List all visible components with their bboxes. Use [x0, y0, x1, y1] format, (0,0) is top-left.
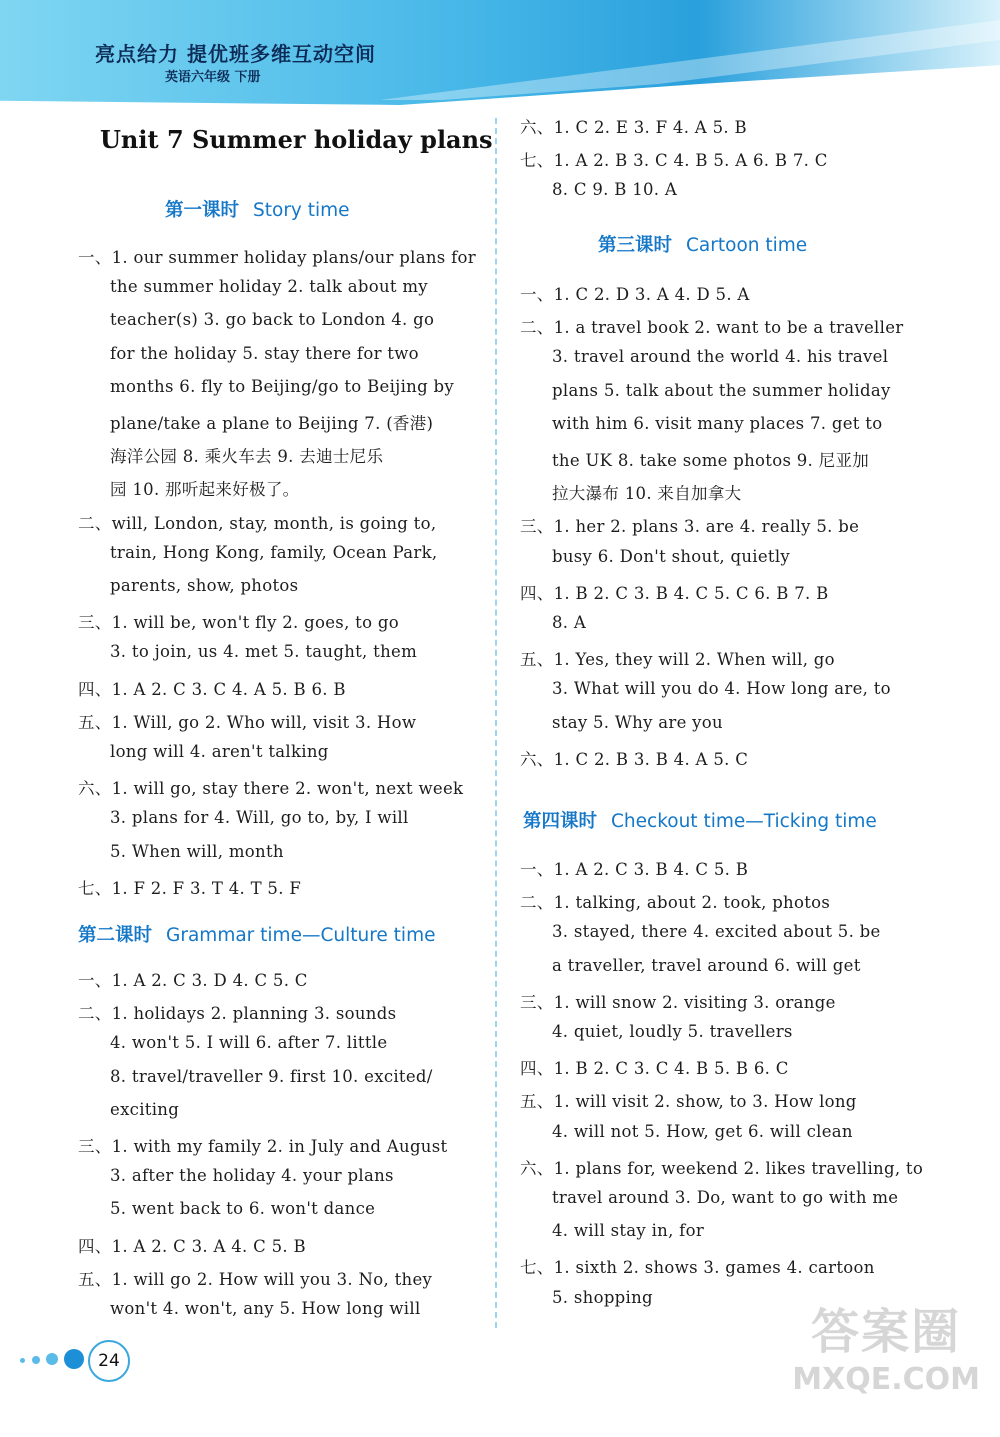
answer-line: 四、1. A 2. C 3. C 4. A 5. B 6. B: [78, 679, 346, 699]
answer-line: 七、1. A 2. B 3. C 4. B 5. A 6. B 7. C: [520, 151, 828, 171]
dot-decoration: [64, 1349, 84, 1369]
answer-line: the summer holiday 2. talk about my: [110, 277, 428, 297]
dot-decoration: [32, 1356, 40, 1364]
lesson-2-heading: [78, 921, 435, 947]
answer-line: 一、1. A 2. C 3. B 4. C 5. B: [520, 860, 749, 879]
lesson-4-heading: [523, 807, 877, 833]
answer-line: 六、1. C 2. E 3. F 4. A 5. B: [520, 118, 747, 137]
lesson-2-en: Grammar time—Culture time: [166, 925, 436, 946]
answer-line: 二、will, London, stay, month, is going to,: [78, 513, 437, 533]
answer-line: 六、1. C 2. B 3. B 4. A 5. C: [520, 749, 749, 769]
answer-line: parents, show, photos: [110, 576, 299, 595]
answer-line: 4. won't 5. I will 6. after 7. little: [110, 1033, 388, 1053]
book-series-title: 亮点给力 提优班多维互动空间: [95, 42, 376, 66]
column-divider: [495, 118, 497, 1328]
answer-line: 一、1. C 2. D 3. A 4. D 5. A: [520, 285, 750, 304]
book-grade-subtitle: 英语六年级 下册: [165, 70, 261, 85]
answer-line: 3. after the holiday 4. your plans: [110, 1166, 394, 1186]
answer-line: 一、1. A 2. C 3. D 4. C 5. C: [78, 971, 308, 990]
answer-line: 4. quiet, loudly 5. travellers: [552, 1022, 793, 1041]
answer-line: 拉大瀑布 10. 来自加拿大: [552, 484, 742, 504]
answer-line: months 6. fly to Beijing/go to Beijing by: [110, 376, 454, 396]
answer-line: 六、1. will go, stay there 2. won't, next week: [78, 779, 464, 799]
dot-decoration: [46, 1353, 58, 1365]
watermark-url: MXQE.COM: [792, 1362, 980, 1397]
answer-line: 四、1. A 2. C 3. A 4. C 5. B: [78, 1236, 306, 1256]
unit-title: Unit 7 Summer holiday plans: [100, 125, 493, 154]
watermark: [792, 1293, 980, 1397]
answer-line: 二、1. a travel book 2. want to be a traveller: [520, 318, 904, 338]
answer-line: 五、1. Will, go 2. Who will, visit 3. How: [78, 712, 417, 732]
lesson-2-cn: 第二课时: [78, 925, 153, 946]
answer-line: 8. A: [552, 613, 587, 632]
answer-line: 3. plans for 4. Will, go to, by, I will: [110, 808, 409, 828]
lesson-4-en: Checkout time—Ticking time: [611, 811, 877, 832]
answer-line: 三、1. will be, won't fly 2. goes, to go: [78, 613, 399, 633]
answer-line: 3. stayed, there 4. excited about 5. be: [552, 922, 881, 942]
answer-line: 5. shopping: [552, 1287, 653, 1307]
answer-line: won't 4. won't, any 5. How long will: [110, 1299, 421, 1318]
answer-line: 七、1. F 2. F 3. T 4. T 5. F: [78, 878, 302, 898]
dot-decoration: [20, 1358, 25, 1363]
answer-line: 8. C 9. B 10. A: [552, 180, 678, 200]
answer-line: busy 6. Don't shout, quietly: [552, 546, 791, 566]
lesson-1-en: Story time: [253, 200, 350, 221]
answer-line: 5. went back to 6. won't dance: [110, 1199, 376, 1219]
answer-line: 5. When will, month: [110, 841, 284, 861]
answer-line: train, Hong Kong, family, Ocean Park,: [110, 542, 438, 562]
answer-line: travel around 3. Do, want to go with me: [552, 1188, 899, 1207]
answer-line: 4. will not 5. How, get 6. will clean: [552, 1121, 853, 1141]
answer-line: long will 4. aren't talking: [110, 742, 329, 761]
answer-line: stay 5. Why are you: [552, 712, 723, 732]
answer-line: 六、1. plans for, weekend 2. likes travelling, to: [520, 1158, 924, 1178]
lesson-3-en: Cartoon time: [686, 235, 808, 256]
answer-line: 海洋公园 8. 乘火车去 9. 去迪士尼乐: [110, 447, 384, 467]
answer-line: 二、1. holidays 2. planning 3. sounds: [78, 1004, 397, 1024]
answer-line: 3. to join, us 4. met 5. taught, them: [110, 642, 418, 662]
lesson-3-heading: [598, 231, 807, 257]
answer-line: plans 5. talk about the summer holiday: [552, 380, 891, 400]
answer-line: 4. will stay in, for: [552, 1221, 705, 1241]
answer-line: 3. travel around the world 4. his travel: [552, 347, 889, 367]
lesson-1-heading: [165, 196, 350, 222]
answer-line: 三、1. with my family 2. in July and August: [78, 1137, 448, 1156]
answer-line: 五、1. Yes, they will 2. When will, go: [520, 650, 835, 670]
answer-line: plane/take a plane to Beijing 7. (香港): [110, 414, 434, 433]
answer-line: 3. What will you do 4. How long are, to: [552, 679, 891, 699]
answer-line: the UK 8. take some photos 9. 尼亚加: [552, 451, 870, 470]
watermark-logo-text: 答案圈: [811, 1304, 962, 1360]
answer-line: 园 10. 那听起来好极了。: [110, 480, 300, 500]
answer-line: 四、1. B 2. C 3. C 4. B 5. B 6. C: [520, 1059, 789, 1079]
answer-line: 8. travel/traveller 9. first 10. excited/: [110, 1066, 433, 1086]
lesson-3-cn: 第三课时: [598, 235, 673, 256]
answer-line: 七、1. sixth 2. shows 3. games 4. cartoon: [520, 1258, 875, 1278]
answer-line: 三、1. will snow 2. visiting 3. orange: [520, 992, 836, 1012]
answer-line: 二、1. talking, about 2. took, photos: [520, 893, 831, 913]
answer-line: 三、1. her 2. plans 3. are 4. really 5. be: [520, 517, 860, 537]
answer-line: for the holiday 5. stay there for two: [110, 343, 419, 363]
page-number: 24: [88, 1340, 130, 1382]
lesson-1-cn: 第一课时: [165, 200, 240, 221]
answer-line: with him 6. visit many places 7. get to: [552, 413, 883, 433]
answer-line: a traveller, travel around 6. will get: [552, 955, 861, 975]
answer-line: 四、1. B 2. C 3. B 4. C 5. C 6. B 7. B: [520, 583, 829, 603]
answer-line: 五、1. will go 2. How will you 3. No, they: [78, 1269, 433, 1289]
lesson-4-cn: 第四课时: [523, 811, 598, 832]
answer-line: exciting: [110, 1099, 180, 1119]
answer-line: teacher(s) 3. go back to London 4. go: [110, 310, 435, 330]
answer-line: 五、1. will visit 2. show, to 3. How long: [520, 1092, 857, 1112]
answer-line: 一、1. our summer holiday plans/our plans for: [78, 248, 476, 267]
